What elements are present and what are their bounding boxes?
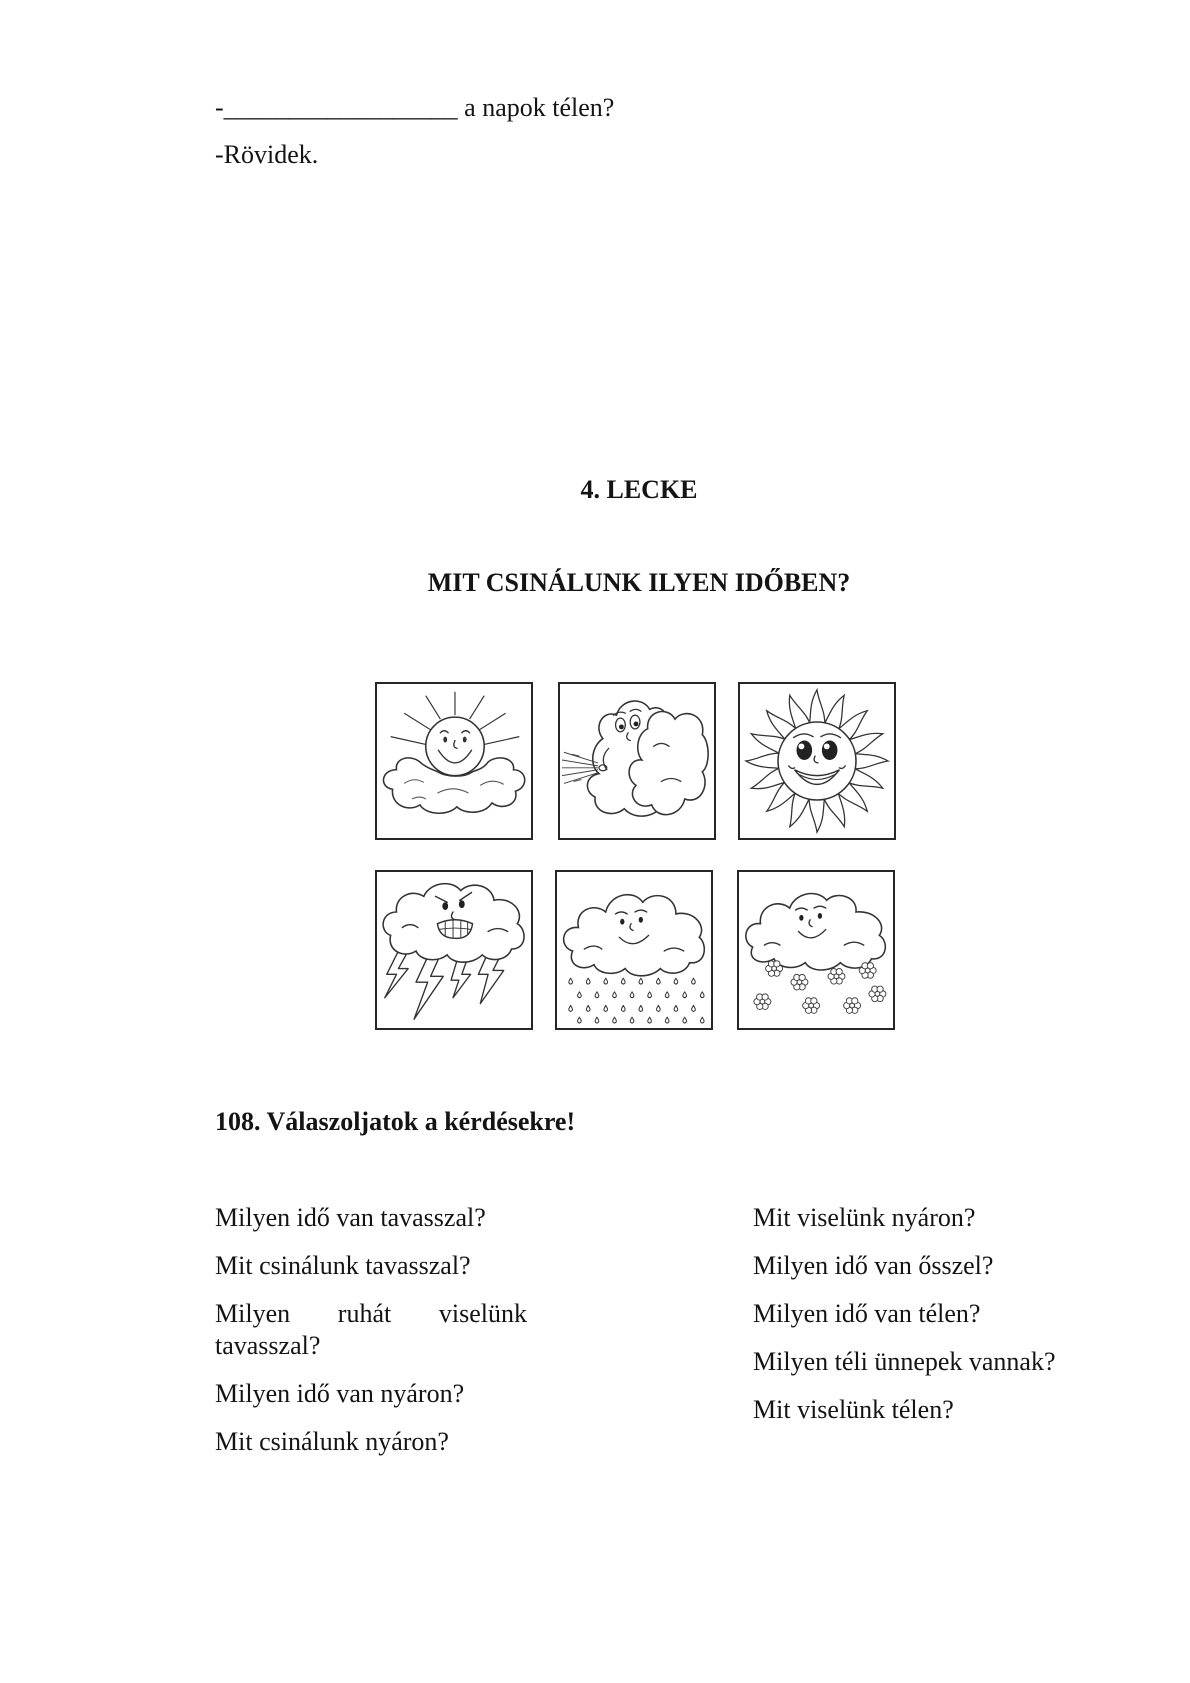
question-item: Milyen idő van ősszel? — [753, 1251, 994, 1280]
snowflake — [791, 974, 808, 990]
lesson-title-heading: MIT CSINÁLUNK ILYEN IDŐBEN? — [427, 568, 851, 597]
question-item: Milyen idő van nyáron? — [215, 1379, 465, 1408]
questions-left-column — [215, 1202, 527, 1474]
answer-line: -Rövidek. — [215, 140, 319, 169]
exercise-title: 108. Válaszoljatok a kérdésekre! — [215, 1107, 576, 1136]
snow-cloud-icon — [739, 872, 893, 1028]
snowflake — [766, 961, 783, 977]
snowflake — [828, 969, 845, 985]
thunderstorm-cloud-icon — [377, 872, 531, 1028]
raindrops — [569, 978, 704, 1023]
snowflake — [859, 963, 876, 979]
question-item: Mit viselünk nyáron? — [753, 1203, 976, 1232]
question-item: Milyen idő van tavasszal? — [215, 1203, 486, 1232]
weather-picture-sun — [738, 682, 896, 840]
questions-right-column — [753, 1202, 1133, 1442]
snowflake — [869, 986, 886, 1002]
weather-picture-thunderstorm — [375, 870, 533, 1030]
question-item: Mit csinálunk tavasszal? — [215, 1251, 471, 1280]
snowflake — [844, 998, 861, 1014]
question-item: Mit csinálunk nyáron? — [215, 1427, 449, 1456]
question-item: Mit viselünk télen? — [753, 1395, 954, 1424]
weather-picture-sun-cloud — [375, 682, 533, 840]
question-item: Milyen téli ünnepek vannak? — [753, 1347, 1056, 1376]
smiling-sun-icon — [740, 684, 894, 838]
wind-blowing-cloud-icon — [560, 684, 714, 838]
lesson-number-heading: 4. LECKE — [580, 475, 698, 504]
question-item: Milyen idő van télen? — [753, 1299, 981, 1328]
snowflake — [803, 998, 820, 1014]
question-item: Milyen ruhát viselünk tavasszal? — [215, 1299, 527, 1360]
weather-picture-rain — [555, 870, 713, 1030]
fill-in-question-line: -__________________ a napok télen? — [215, 93, 615, 122]
sun-behind-cloud-icon — [377, 684, 531, 838]
snowflake — [754, 994, 771, 1010]
weather-picture-wind — [558, 682, 716, 840]
weather-picture-snow — [737, 870, 895, 1030]
rain-cloud-icon — [557, 872, 711, 1028]
